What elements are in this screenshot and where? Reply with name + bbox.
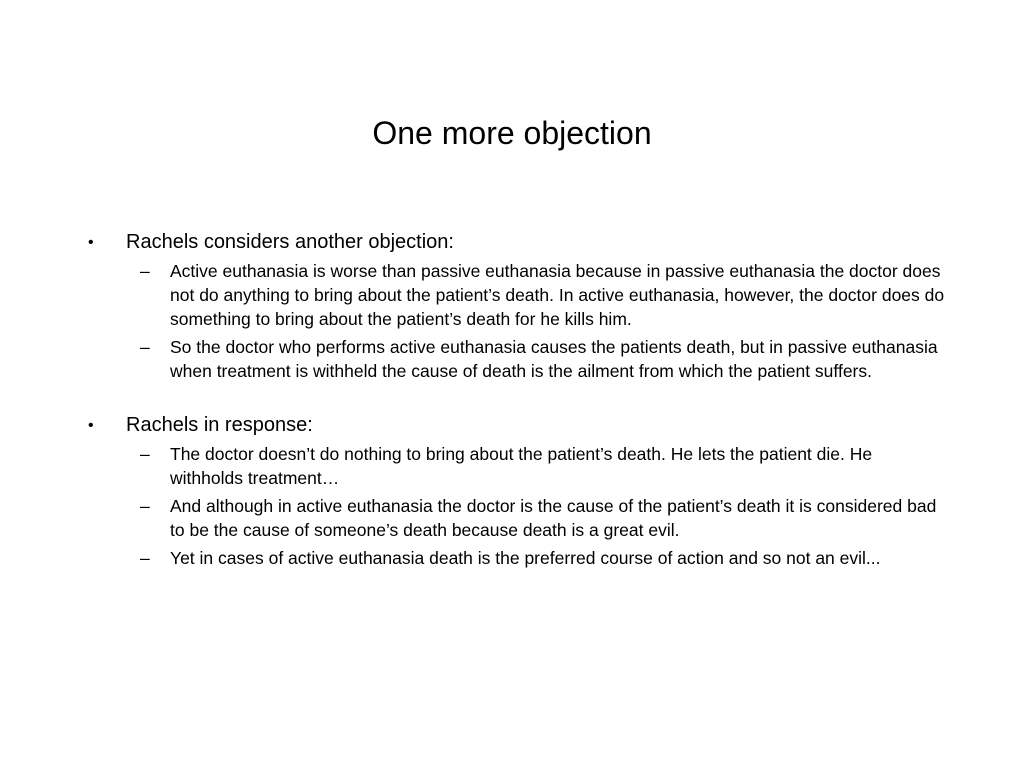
sub-bullet-item	[86, 494, 946, 542]
bullet-item	[86, 230, 946, 255]
bullet-marker: •	[88, 234, 94, 251]
dash-marker: –	[140, 548, 150, 568]
bullet-item	[86, 413, 946, 438]
dash-marker: –	[140, 337, 150, 357]
bullet-text: Rachels considers another objection:	[126, 231, 454, 253]
sub-bullet-list	[86, 259, 946, 383]
slide-body	[86, 230, 946, 574]
sub-bullet-text: So the doctor who performs active euthanasia causes the patients death, but in passive euthanasia when treatment is withheld the cause of death is the ailment from which the patient suffers.	[170, 337, 938, 381]
bullet-marker: •	[88, 417, 94, 434]
sub-bullet-text: Yet in cases of active euthanasia death is the preferred course of action and so not an evil...	[170, 548, 881, 568]
dash-marker: –	[140, 261, 150, 281]
sub-bullet-list	[86, 442, 946, 570]
sub-bullet-text: Active euthanasia is worse than passive euthanasia because in passive euthanasia the doctor does not do anything to bring about the patient’s death. In active euthanasia, however, the doctor does do something to bring about the patient’s death for he kills him.	[170, 261, 945, 329]
sub-bullet-item	[86, 442, 946, 490]
sub-bullet-item	[86, 546, 946, 570]
sub-bullet-text: The doctor doesn’t do nothing to bring about the patient’s death. He lets the patient die. He withholds treatment…	[170, 444, 873, 488]
sub-bullet-item	[86, 335, 946, 383]
sub-bullet-text: And although in active euthanasia the doctor is the cause of the patient’s death it is considered bad to be the cause of someone’s death because death is a great evil.	[170, 496, 937, 540]
dash-marker: –	[140, 496, 150, 516]
bullet-text: Rachels in response:	[126, 414, 313, 436]
slide-title: One more objection	[372, 115, 652, 151]
group-spacer	[86, 387, 946, 413]
dash-marker: –	[140, 444, 150, 464]
sub-bullet-item	[86, 259, 946, 331]
